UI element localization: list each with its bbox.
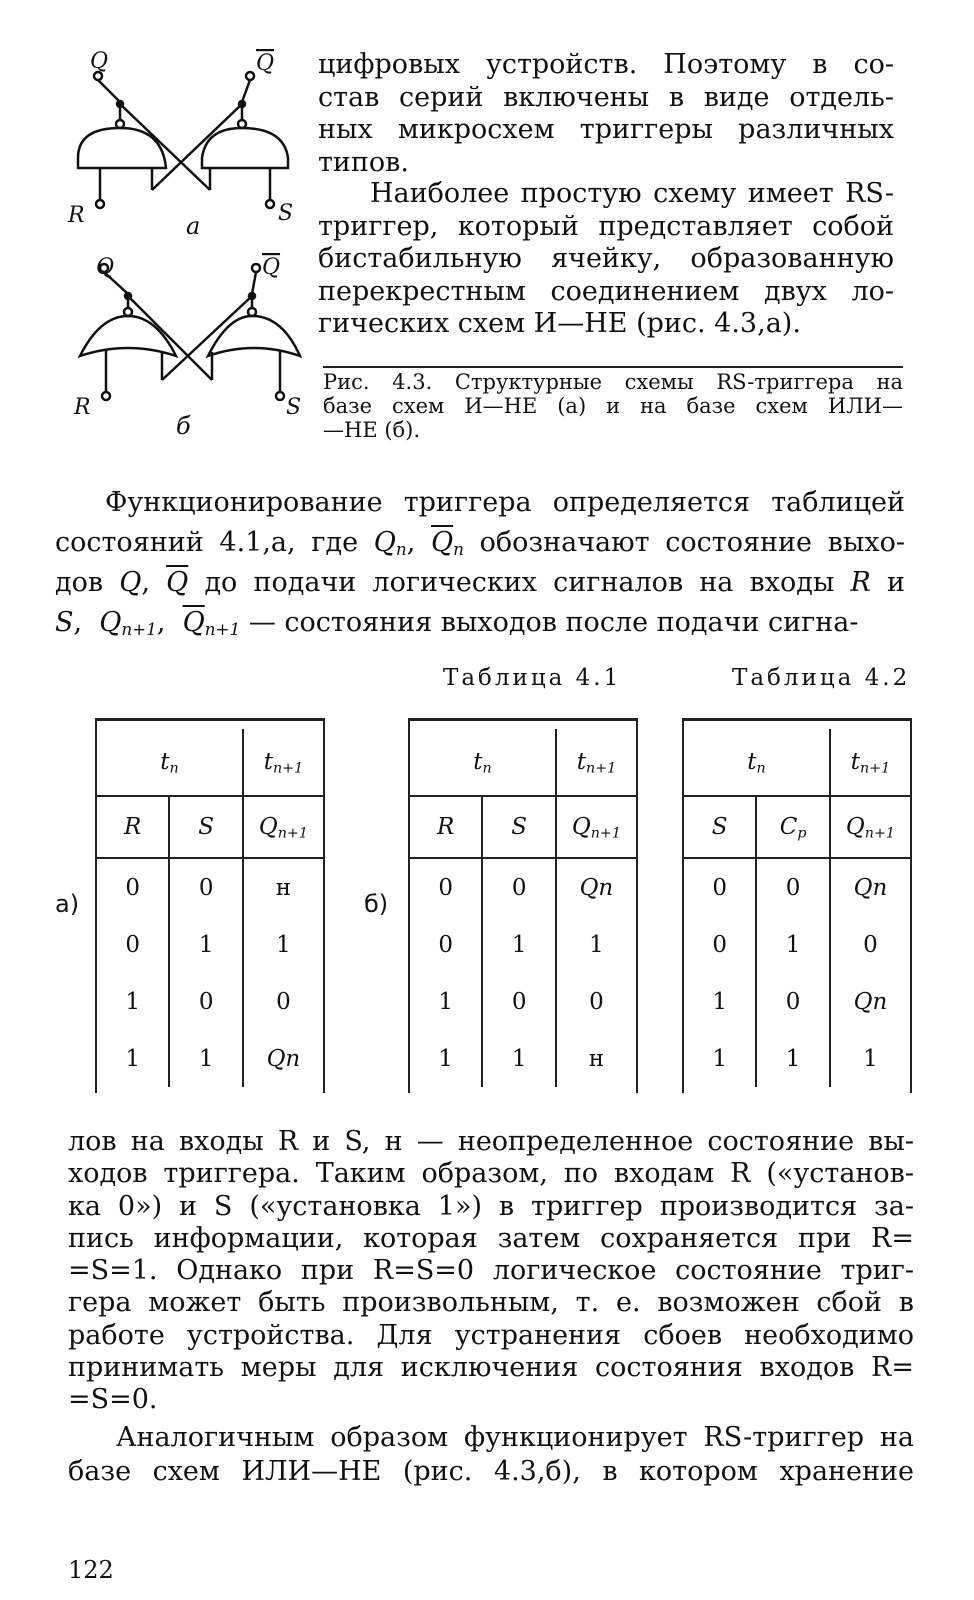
text-fragment: до подачи логических сигналов на входы	[204, 567, 835, 598]
cell: Qn	[579, 874, 614, 901]
col-header-sub: p	[797, 825, 807, 842]
header-tn	[410, 729, 556, 796]
cell: 0	[410, 858, 482, 916]
col-header	[243, 796, 323, 858]
text-line: Аналогичным образом функционирует RS-триггер на	[116, 1422, 914, 1453]
caption-line: —НЕ (б).	[323, 418, 421, 442]
math-symbol: $\overline{Q}$	[430, 527, 454, 558]
math-subscript: n	[395, 539, 407, 560]
cell: 0	[410, 916, 482, 973]
text-line: работе устройства. Для устранения сбоев необходимо	[68, 1319, 914, 1351]
text-line: Функционирование триггера определяется таблицей	[105, 487, 905, 518]
text-line: пись информации, которая затем сохраняется при R=	[68, 1222, 914, 1254]
math-subscript: n+1	[121, 619, 157, 640]
header-sub: n+1	[272, 760, 304, 777]
math-symbol: Q	[373, 527, 396, 558]
table-row	[410, 973, 636, 1030]
cell: 0	[169, 858, 242, 916]
col-header-symbol: Q	[258, 814, 278, 840]
table-row	[684, 1030, 910, 1087]
text-line	[55, 603, 905, 643]
cell: 1	[410, 1030, 482, 1087]
nor-paragraph	[68, 1421, 914, 1489]
col-header: S	[684, 796, 756, 858]
label-s-a: S	[278, 201, 294, 226]
table-row	[97, 1030, 323, 1087]
table-row	[684, 973, 910, 1030]
header-sub: n	[169, 760, 179, 777]
text-line: ходов триггера. Таким образом, по входам R («установ-	[68, 1158, 914, 1190]
cell: 1	[169, 916, 242, 973]
cell: 0	[756, 858, 830, 916]
nand-diagram-a	[78, 72, 288, 208]
cell: н	[275, 874, 292, 901]
cell: 1	[169, 1030, 242, 1087]
math-sep: ,	[406, 527, 416, 558]
math-sep: ,	[73, 607, 83, 638]
text-line: перекрестным соединением двух ло-	[318, 275, 894, 307]
col-header-symbol: C	[779, 814, 798, 840]
header-sub: n	[756, 760, 766, 777]
math-sep: ,	[141, 567, 150, 598]
col-header: R	[97, 796, 169, 858]
header-tn	[684, 729, 830, 796]
text-line: став серий включены в виде отдель-	[318, 81, 894, 113]
lower-paragraph	[68, 1126, 914, 1417]
cell: 1	[97, 973, 169, 1030]
cell: 1	[756, 916, 830, 973]
header-tn1	[243, 729, 323, 796]
cell: 1	[410, 973, 482, 1030]
text-line: гера может быть произвольным, т. е. возможен сбой в	[68, 1287, 914, 1319]
cell: 0	[863, 931, 878, 958]
text-line	[55, 523, 905, 563]
cell: 1	[482, 1030, 555, 1087]
text-line: =S=1. Однако при R=S=0 логическое состояние триг-	[68, 1255, 914, 1287]
rs-trigger-paragraph	[318, 178, 894, 341]
header-t: t	[850, 749, 860, 775]
header-sub: n+1	[585, 760, 617, 777]
caption-line: Рис. 4.3. Структурные схемы RS-триггера на	[323, 370, 903, 394]
header-t: t	[473, 749, 483, 775]
page-number: 122	[68, 1556, 114, 1584]
function-paragraph	[55, 483, 905, 643]
label-r-a: R	[68, 203, 85, 228]
col-header-symbol: Q	[845, 814, 865, 840]
nor-diagram-b	[80, 264, 300, 400]
cell: 1	[863, 1045, 878, 1072]
math-qn-bar	[431, 527, 464, 558]
col-header-sub: n+1	[590, 825, 621, 842]
cell: 0	[482, 973, 555, 1030]
text-line: бистабильную ячейку, образованную	[318, 243, 894, 275]
math-symbol: Q	[99, 607, 122, 638]
label-q-b: Q	[96, 255, 115, 280]
text-line: =S=0.	[68, 1384, 158, 1416]
table-row	[97, 973, 323, 1030]
header-tn1	[830, 729, 910, 796]
cell: Qn	[853, 874, 888, 901]
text-line	[55, 563, 905, 603]
text-line: принимать меры для исключения состояния входов R=	[68, 1352, 914, 1384]
table-row	[410, 916, 636, 973]
cell: 0	[169, 973, 242, 1030]
cell: н	[588, 1045, 605, 1072]
math-q: Q	[119, 567, 142, 598]
table-row	[684, 916, 910, 973]
intro-paragraph	[318, 49, 894, 179]
text-line: лов на входы R и S, н — неопределенное состояние вы-	[68, 1126, 914, 1157]
table-row	[97, 858, 323, 916]
math-r: R	[850, 567, 871, 598]
text-line: цифровых устройств. Поэтому в со-	[318, 49, 894, 80]
table-4-1-b	[408, 718, 638, 1093]
cell: 0	[97, 858, 169, 916]
text-line: ка 0») и S («установка 1») в триггер производится за-	[68, 1190, 914, 1222]
col-header-symbol: Q	[571, 814, 591, 840]
text-line: триггер, который представляет собой	[318, 210, 894, 242]
cell: 1	[97, 1030, 169, 1087]
cell: 0	[756, 973, 830, 1030]
col-header-sub: n+1	[277, 825, 308, 842]
header-t: t	[576, 749, 586, 775]
cell: 1	[482, 916, 555, 973]
text-line: ных микросхем триггеры различных	[318, 114, 894, 146]
table-title-1: Таблица 4.1	[443, 665, 622, 691]
col-header: S	[482, 796, 555, 858]
table-row	[410, 858, 636, 916]
label-q-a: Q	[90, 49, 109, 74]
caption-line: базе схем И—НЕ (а) и на базе схем ИЛИ—	[323, 394, 903, 418]
table-title-2: Таблица 4.2	[732, 665, 911, 691]
cell: Qn	[853, 988, 888, 1015]
cell: 0	[684, 858, 756, 916]
text-fragment: — состояния выходов после подачи сигна-	[248, 607, 859, 638]
label-qbar-a: Q	[256, 51, 275, 76]
header-sub: n	[482, 760, 492, 777]
label-a: а	[186, 212, 201, 240]
table-4-1-a	[95, 718, 325, 1093]
math-q-bar: $\overline{Q}$	[166, 567, 189, 598]
label-b: б	[176, 412, 191, 440]
cell: Qn	[266, 1045, 301, 1072]
label-s-b: S	[286, 395, 302, 420]
cell: 1	[276, 931, 291, 958]
label-r-b: R	[74, 395, 91, 420]
text-fragment: дов	[55, 567, 104, 598]
text-fragment: обозначают состояние выхо-	[479, 527, 905, 558]
col-header: R	[410, 796, 482, 858]
text-line: Наиболее простую схему имеет RS-	[370, 178, 894, 209]
col-header	[830, 796, 910, 858]
text-line: базе схем ИЛИ—НЕ (рис. 4.3,б), в котором хранение	[68, 1456, 914, 1487]
label-qbar-b: Q	[262, 255, 281, 280]
math-qn	[374, 527, 407, 558]
math-qn1	[99, 607, 157, 638]
math-symbol: $\overline{Q}$	[182, 607, 205, 638]
cell: 0	[684, 916, 756, 973]
col-header	[756, 796, 830, 858]
cell: 1	[756, 1030, 830, 1087]
cell: 0	[482, 858, 555, 916]
col-header-sub: n+1	[864, 825, 895, 842]
math-subscript: n	[453, 539, 464, 560]
cell: 1	[684, 973, 756, 1030]
math-sep: ,	[156, 607, 166, 638]
table-label-a: а)	[55, 890, 80, 918]
table-4-2	[682, 718, 912, 1093]
cell: 0	[589, 988, 604, 1015]
cell: 0	[97, 916, 169, 973]
text-line: типов.	[318, 146, 409, 178]
col-header	[556, 796, 636, 858]
figure-caption	[323, 366, 903, 442]
text-line: гических схем И—НЕ (рис. 4.3,а).	[318, 308, 801, 340]
cell: 1	[589, 931, 604, 958]
header-t: t	[747, 749, 757, 775]
cell: 0	[276, 988, 291, 1015]
cell: 1	[684, 1030, 756, 1087]
math-s: S	[55, 607, 74, 638]
table-row	[684, 858, 910, 916]
col-header: S	[169, 796, 242, 858]
math-subscript: n+1	[204, 619, 241, 640]
text-fragment: состояний 4.1,а, где	[55, 527, 359, 558]
header-t: t	[160, 749, 170, 775]
header-t: t	[263, 749, 273, 775]
header-sub: n+1	[859, 760, 891, 777]
header-tn1	[556, 729, 636, 796]
math-qn1-bar	[183, 607, 241, 638]
text-fragment: и	[886, 567, 905, 598]
table-row	[410, 1030, 636, 1087]
table-label-b: б)	[364, 890, 389, 918]
table-row	[97, 916, 323, 973]
header-tn	[97, 729, 243, 796]
